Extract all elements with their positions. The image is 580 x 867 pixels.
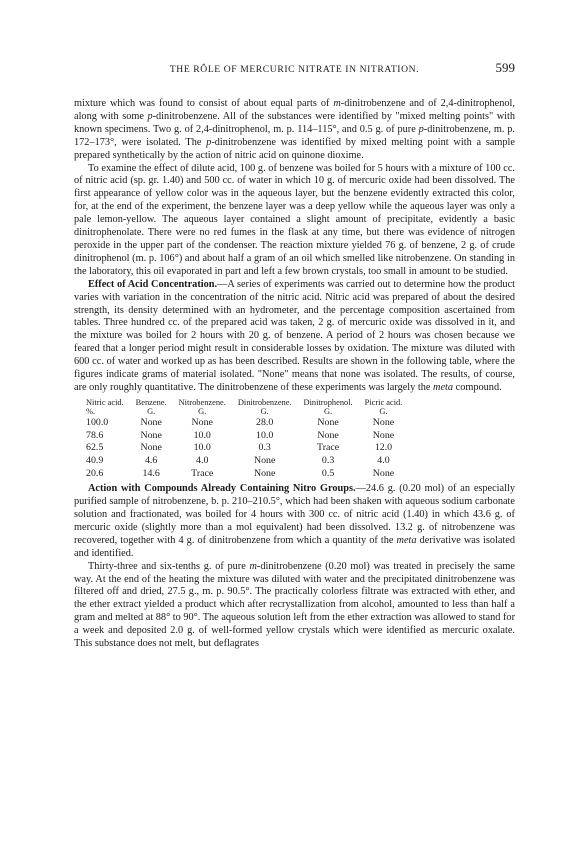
table-cell: None <box>253 455 276 467</box>
column-unit: %. <box>86 407 96 417</box>
running-header <box>74 60 515 80</box>
column-name: Dinitrophenol. <box>303 397 353 407</box>
table-cell: 78.6 <box>86 429 104 441</box>
section-heading: Effect of Acid Concentration. <box>88 278 218 290</box>
table-cell: 10.0 <box>193 442 211 454</box>
results-table <box>86 398 408 481</box>
section-heading: Action with Compounds Already Containing Nitro Groups. <box>88 483 356 495</box>
table-cell: None <box>140 442 162 454</box>
column-name: Dinitrobenzene. <box>237 397 292 407</box>
table-cell: 28.0 <box>256 416 274 428</box>
table-cell: 40.9 <box>86 455 104 467</box>
column-name: Nitric acid. <box>86 397 124 407</box>
text-run: mixture which was found to consist of about equal parts of <box>74 98 334 109</box>
text-run: m <box>249 560 257 572</box>
paragraphs-before-table <box>74 98 515 395</box>
table-cell: 4.0 <box>196 455 209 467</box>
table-cell: None <box>140 429 162 441</box>
text-run: -dinitrobenzene was identified by mixed melting point with a sample prepared synthetically by the action of nitric acid on quinone dioxime. <box>74 136 515 161</box>
page <box>74 60 515 651</box>
table-header <box>86 398 408 417</box>
paragraph-p3 <box>74 483 515 560</box>
table-cell: 4.6 <box>144 455 158 467</box>
table-cell: None <box>372 468 395 480</box>
text-run: Thirty-three and six-tenths g. of pure <box>88 560 250 572</box>
column-header <box>298 398 359 417</box>
column-unit: G. <box>147 407 156 417</box>
text-run: p <box>418 123 424 135</box>
column-unit: G. <box>198 407 207 417</box>
table-cell: 0.3 <box>258 442 271 454</box>
table-row <box>86 430 408 443</box>
text-run: p <box>206 136 212 148</box>
table-cell: Trace <box>317 442 340 454</box>
paragraph-p4 <box>74 561 515 651</box>
table-cell: 0.3 <box>321 455 335 467</box>
table-cell: None <box>372 416 395 428</box>
table-row <box>86 417 408 430</box>
table-cell: None <box>140 416 162 428</box>
text-run: —A series of experiments was carried out to determine how the product varies with variation in the concentration of the nitric acid. Nitric acid was prepared of about the desired strength, its density determined with an hydrometer, and the percentage composition ascertained from tables. Three hundred cc. of the prepared acid was taken, 2 g. of mercuric oxide was dissolved in it, and the mixture was boiled for 2 hours with 20 g. of benzene. A period of 2 hours was chosen because we feared that a longer period might result in considerable losses by oxidation. The mixture was diluted with 600 cc. of water and worked up as has been described. Results are shown in the following table, where the figures indicate grams of material isolated. "None" means that none was isolated. The results, of course, are only roughly quantitative. The dinitrobenzene of these experiments was largely the <box>74 278 515 393</box>
table-cell: None <box>317 429 339 441</box>
table-cell: None <box>372 429 395 441</box>
article-body <box>74 98 515 651</box>
page-number: 599 <box>495 60 515 75</box>
paragraph-p0 <box>74 98 515 163</box>
column-unit: G. <box>379 407 388 417</box>
column-unit: G. <box>324 407 333 417</box>
table-body <box>86 417 408 482</box>
column-header <box>232 398 298 417</box>
column-header <box>86 398 130 417</box>
table-cell: 10.0 <box>256 429 274 441</box>
text-run: -dinitrobenzene, m. p. 172–173°, were isolated. The <box>74 123 515 148</box>
table-cell: 0.5 <box>321 468 335 480</box>
table-cell: Trace <box>191 468 214 480</box>
text-run: meta <box>433 381 454 393</box>
text-run: meta <box>396 534 417 546</box>
text-run: —24.6 g. (0.20 mol) of an especially purified sample of nitrobenzene, b. p. 210–210.5°, which had been shaken with aqueous sodium carbonate solution and fractionated, was boiled for 4 hours with 300 cc. of nitric acid (1.40) in which 43.6 g. of mercuric oxide (slightly more than a mol equivalent) had been dissolved. 13.2 g. of nitrobenzene was recovered, together with 4 g. of dinitrobenzene from which a quantity of the <box>74 483 515 546</box>
text-run: -dinitrobenzene and of 2,4-dinitrophenol, along with some <box>74 98 515 122</box>
table-cell: 100.0 <box>86 416 109 428</box>
column-header <box>359 398 409 417</box>
column-header <box>173 398 232 417</box>
table-cell: 20.6 <box>86 468 104 480</box>
column-header <box>130 398 173 417</box>
table-row <box>86 468 408 481</box>
text-run: -dinitrobenzene. All of the substances were identified by "mixed melting points" with known specimens. Two g. of 2,4-dinitrophenol, m. p. 114–115°, and 0.5 g. of pure <box>74 110 516 135</box>
table-cell: None <box>253 468 276 480</box>
paragraph-p2 <box>74 279 515 395</box>
paragraph-p1 <box>74 163 515 279</box>
table-header-row <box>86 398 408 417</box>
table-cell: None <box>317 416 339 428</box>
table-row <box>86 455 408 468</box>
text-run: To examine the effect of dilute acid, 100 g. of benzene was boiled for 5 hours with a mixture of 100 cc. of nitric acid (sp. gr. 1.40) and 500 cc. of water in which 10 g. of mercuric oxide had been dissolved. The first appearance of yellow color was in the aqueous layer, but the benzene evidently extracted this color, for, at the end of the experiment, the benzene layer was a deep yellow while the aqueous layer was only a pale lemon-yellow. The aqueous layer contained a slight amount of precipitate, evidently a basic dinitrophenolate. There were no red fumes in the flask at any time, but there was evidence of nitrogen peroxide in the upper part of the condenser. The reaction mixture yielded 76 g. of benzene, 2 g. of crude dinitrophenol (m. p. 106°) and about half a gram of an oil which smelled like nitrobenzene. On standing in the laboratory, this oil evaporated in part and left a few brown crystals, too small in amount to be studied. <box>74 162 515 277</box>
text-run: m <box>333 98 341 109</box>
running-title: THE RÔLE OF MERCURIC NITRATE IN NITRATION. <box>169 64 420 75</box>
column-unit: G. <box>260 407 269 417</box>
column-name: Nitrobenzene. <box>178 397 226 407</box>
text-run: compound. <box>453 381 502 393</box>
table-cell: None <box>191 416 213 428</box>
text-run: derivative was isolated and identified. <box>74 534 515 559</box>
table-cell: 14.6 <box>142 468 160 480</box>
table-cell: 12.0 <box>374 442 393 454</box>
column-name: Benzene. <box>135 397 167 407</box>
table-row <box>86 442 408 455</box>
table-cell: 62.5 <box>86 442 104 454</box>
text-run: p <box>147 110 153 122</box>
text-run: -dinitrobenzene (0.20 mol) was treated in precisely the same way. At the end of the heating the mixture was diluted with water and the precipitated dinitrobenzene was filtered off and dried, 27.5 g., m. p. 90.5°. The practically colorless filtrate was extracted with ether, and the ether extract yielded a product which after recrystallization from alcohol, amounted to less than half a gram and melted at 88° to 90°. The aqueous solution left from the ether extraction was allowed to stand for a week and deposited 2.0 g. of well-formed yellow crystals which were identified as mercuric oxalate. This substance does not melt, but deflagrates <box>74 560 515 650</box>
table-cell: 4.0 <box>377 455 390 467</box>
paragraphs-after-table <box>74 483 515 651</box>
table-cell: 10.0 <box>193 429 211 441</box>
column-name: Picric acid. <box>364 397 403 407</box>
